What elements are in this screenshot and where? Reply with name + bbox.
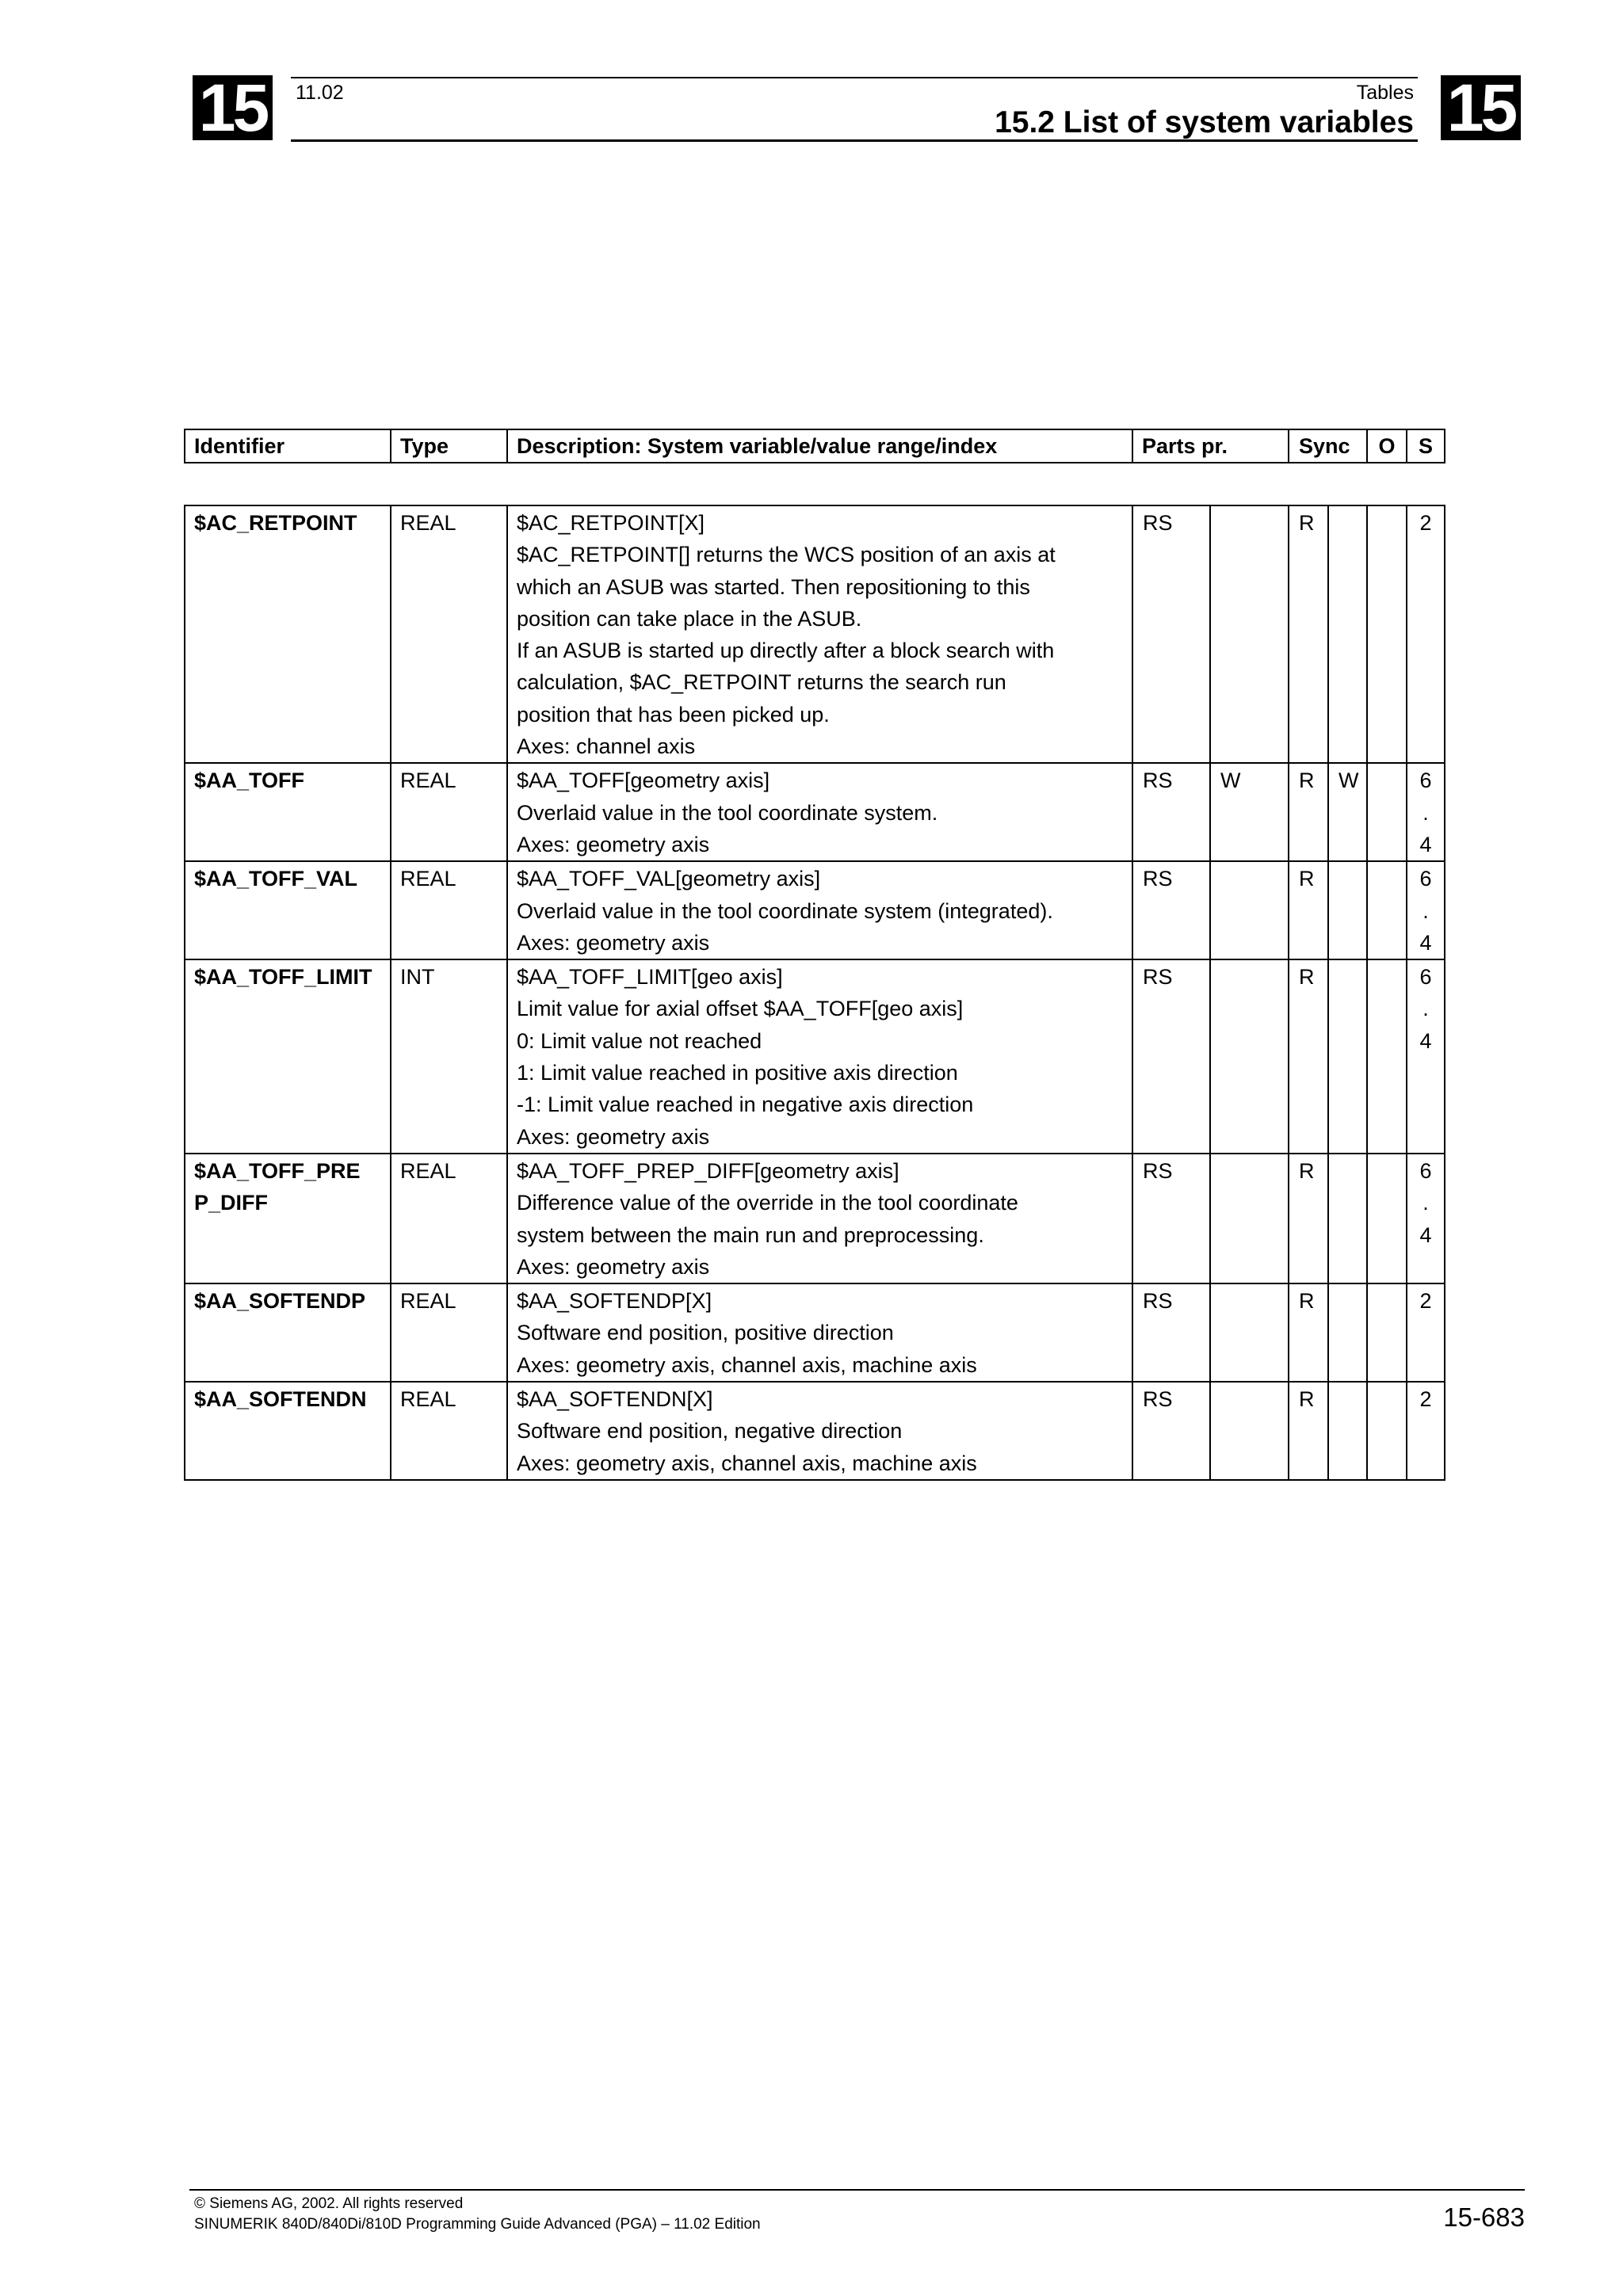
description-cell [507, 505, 1132, 763]
description-line: Axes: geometry axis, channel axis, machine axis [517, 1451, 977, 1475]
s-cell [1407, 1382, 1445, 1480]
sync-write-cell: W [1328, 763, 1367, 861]
description-line: $AC_RETPOINT[X] [517, 511, 705, 535]
sync-read-cell: R [1289, 1382, 1328, 1480]
s-cell [1407, 959, 1445, 1154]
s-line: 4 [1419, 1222, 1432, 1247]
description-line: Axes: geometry axis [517, 1124, 710, 1149]
table-row [185, 505, 1445, 763]
parts-pr-write-cell [1210, 1382, 1289, 1480]
parts-pr-read-cell: RS [1132, 861, 1210, 959]
s-line: 6 [1419, 1158, 1432, 1183]
description-line: $AA_SOFTENDN[X] [517, 1387, 713, 1412]
parts-pr-write-cell [1210, 1154, 1289, 1283]
identifier-cell [185, 1154, 391, 1283]
o-cell [1367, 1283, 1407, 1382]
page-number: 15-683 [1443, 2203, 1525, 2232]
table-row [185, 959, 1445, 1154]
type-cell: REAL [391, 1382, 507, 1480]
identifier-line: $AA_SOFTENDP [194, 1289, 366, 1314]
sync-write-cell [1328, 505, 1367, 763]
chapter-number-badge-right: 15 [1441, 75, 1521, 140]
s-cell [1407, 763, 1445, 861]
s-line: 6 [1419, 867, 1432, 891]
parts-pr-write-cell [1210, 861, 1289, 959]
table-row [185, 1154, 1445, 1283]
s-line: 6 [1419, 769, 1432, 793]
parts-pr-write-cell: W [1210, 763, 1289, 861]
parts-pr-read-cell: RS [1132, 1283, 1210, 1382]
table-row [185, 763, 1445, 861]
parts-pr-write-cell [1210, 959, 1289, 1154]
table-row [185, 861, 1445, 959]
section-title: 15.2 List of system variables [995, 105, 1414, 139]
table-row [185, 1382, 1445, 1480]
sync-write-cell [1328, 1154, 1367, 1283]
sync-write-cell [1328, 1382, 1367, 1480]
identifier-line: $AC_RETPOINT [194, 511, 357, 535]
s-cell [1407, 861, 1445, 959]
description-line: -1: Limit value reached in negative axis direction [517, 1093, 974, 1117]
header-type: Type [391, 429, 507, 463]
description-line: which an ASUB was started. Then repositioning to this [517, 574, 1030, 599]
header-rule-bottom [291, 139, 1418, 142]
description-line: Axes: geometry axis [517, 1254, 710, 1279]
identifier-cell [185, 505, 391, 763]
type-cell: REAL [391, 1283, 507, 1382]
header-parts-pr: Parts pr. [1132, 429, 1289, 463]
parts-pr-read-cell: RS [1132, 505, 1210, 763]
s-cell [1407, 505, 1445, 763]
o-cell [1367, 1154, 1407, 1283]
type-cell: REAL [391, 505, 507, 763]
description-cell [507, 959, 1132, 1154]
footer-rule [189, 2189, 1525, 2191]
column-header-table [184, 429, 1445, 463]
sync-read-cell: R [1289, 861, 1328, 959]
table-row [185, 1283, 1445, 1382]
s-line: 4 [1419, 1028, 1432, 1053]
s-line: . [1423, 800, 1429, 825]
sync-read-cell: R [1289, 763, 1328, 861]
system-variables-table [184, 505, 1445, 1481]
s-line: . [1423, 1191, 1429, 1215]
o-cell [1367, 505, 1407, 763]
description-cell [507, 1382, 1132, 1480]
o-cell [1367, 1382, 1407, 1480]
s-line: 4 [1419, 930, 1432, 955]
identifier-line: $AA_TOFF [194, 769, 305, 793]
description-line: $AA_SOFTENDP[X] [517, 1289, 712, 1314]
identifier-line: $AA_TOFF_PRE [194, 1158, 361, 1183]
sync-read-cell: R [1289, 1283, 1328, 1382]
description-line: Overlaid value in the tool coordinate system (integrated). [517, 898, 1053, 923]
sync-read-cell: R [1289, 959, 1328, 1154]
sync-read-cell: R [1289, 505, 1328, 763]
o-cell [1367, 763, 1407, 861]
description-cell [507, 861, 1132, 959]
description-line: Axes: geometry axis [517, 832, 710, 856]
s-line: 2 [1419, 1387, 1432, 1412]
s-line: 4 [1419, 832, 1432, 856]
description-line: Axes: geometry axis, channel axis, machine axis [517, 1352, 977, 1377]
header-section-label: Tables [1356, 82, 1414, 104]
header-o: O [1367, 429, 1407, 463]
parts-pr-write-cell [1210, 1283, 1289, 1382]
identifier-cell [185, 1283, 391, 1382]
description-line: position can take place in the ASUB. [517, 606, 862, 631]
parts-pr-read-cell: RS [1132, 1154, 1210, 1283]
identifier-cell [185, 861, 391, 959]
description-line: Software end position, positive direction [517, 1321, 894, 1345]
s-cell [1407, 1283, 1445, 1382]
description-line: 0: Limit value not reached [517, 1028, 762, 1053]
description-line: $AA_TOFF_PREP_DIFF[geometry axis] [517, 1158, 899, 1183]
description-cell [507, 763, 1132, 861]
description-line: 1: Limit value reached in positive axis direction [517, 1061, 958, 1085]
description-line: $AA_TOFF_LIMIT[geo axis] [517, 965, 783, 990]
description-line: Axes: channel axis [517, 734, 696, 759]
s-line: . [1423, 997, 1429, 1021]
description-line: $AC_RETPOINT[] returns the WCS position of an axis at [517, 543, 1056, 567]
description-line: $AA_TOFF_VAL[geometry axis] [517, 867, 821, 891]
sync-write-cell [1328, 861, 1367, 959]
description-line: system between the main run and preprocessing. [517, 1222, 984, 1247]
description-line: If an ASUB is started up directly after a block search with [517, 639, 1055, 663]
header-sync: Sync [1289, 429, 1367, 463]
description-cell [507, 1283, 1132, 1382]
description-cell [507, 1154, 1132, 1283]
type-cell: INT [391, 959, 507, 1154]
header-identifier: Identifier [185, 429, 391, 463]
parts-pr-write-cell [1210, 505, 1289, 763]
s-line: 2 [1419, 511, 1432, 535]
parts-pr-read-cell: RS [1132, 959, 1210, 1154]
column-header-row [185, 429, 1445, 463]
identifier-cell [185, 1382, 391, 1480]
footer-copyright: © Siemens AG, 2002. All rights reserved [194, 2195, 464, 2212]
type-cell: REAL [391, 763, 507, 861]
header-description: Description: System variable/value range/index [507, 429, 1132, 463]
sync-write-cell [1328, 1283, 1367, 1382]
footer-document-title: SINUMERIK 840D/840Di/810D Programming Guide Advanced (PGA) – 11.02 Edition [194, 2216, 761, 2233]
identifier-line: $AA_TOFF_LIMIT [194, 965, 372, 990]
description-line: Software end position, negative direction [517, 1419, 903, 1444]
header-s: S [1407, 429, 1445, 463]
parts-pr-read-cell: RS [1132, 1382, 1210, 1480]
description-line: Difference value of the override in the tool coordinate [517, 1191, 1018, 1215]
identifier-line: P_DIFF [194, 1191, 269, 1215]
sync-write-cell [1328, 959, 1367, 1154]
header-date: 11.02 [296, 82, 344, 104]
s-line: 6 [1419, 965, 1432, 990]
identifier-cell [185, 763, 391, 861]
identifier-line: $AA_TOFF_VAL [194, 867, 358, 891]
o-cell [1367, 959, 1407, 1154]
chapter-number-badge: 15 [193, 75, 273, 140]
description-line: calculation, $AC_RETPOINT returns the search run [517, 670, 1006, 695]
description-line: Limit value for axial offset $AA_TOFF[geo axis] [517, 997, 964, 1021]
sync-read-cell: R [1289, 1154, 1328, 1283]
s-line: 2 [1419, 1289, 1432, 1314]
o-cell [1367, 861, 1407, 959]
type-cell: REAL [391, 861, 507, 959]
identifier-line: $AA_SOFTENDN [194, 1387, 367, 1412]
description-line: $AA_TOFF[geometry axis] [517, 769, 770, 793]
identifier-cell [185, 959, 391, 1154]
s-cell [1407, 1154, 1445, 1283]
s-line: . [1423, 898, 1429, 923]
parts-pr-read-cell: RS [1132, 763, 1210, 861]
type-cell: REAL [391, 1154, 507, 1283]
description-line: Overlaid value in the tool coordinate system. [517, 800, 938, 825]
description-line: position that has been picked up. [517, 702, 830, 727]
header-rule-top [291, 77, 1418, 78]
description-line: Axes: geometry axis [517, 930, 710, 955]
